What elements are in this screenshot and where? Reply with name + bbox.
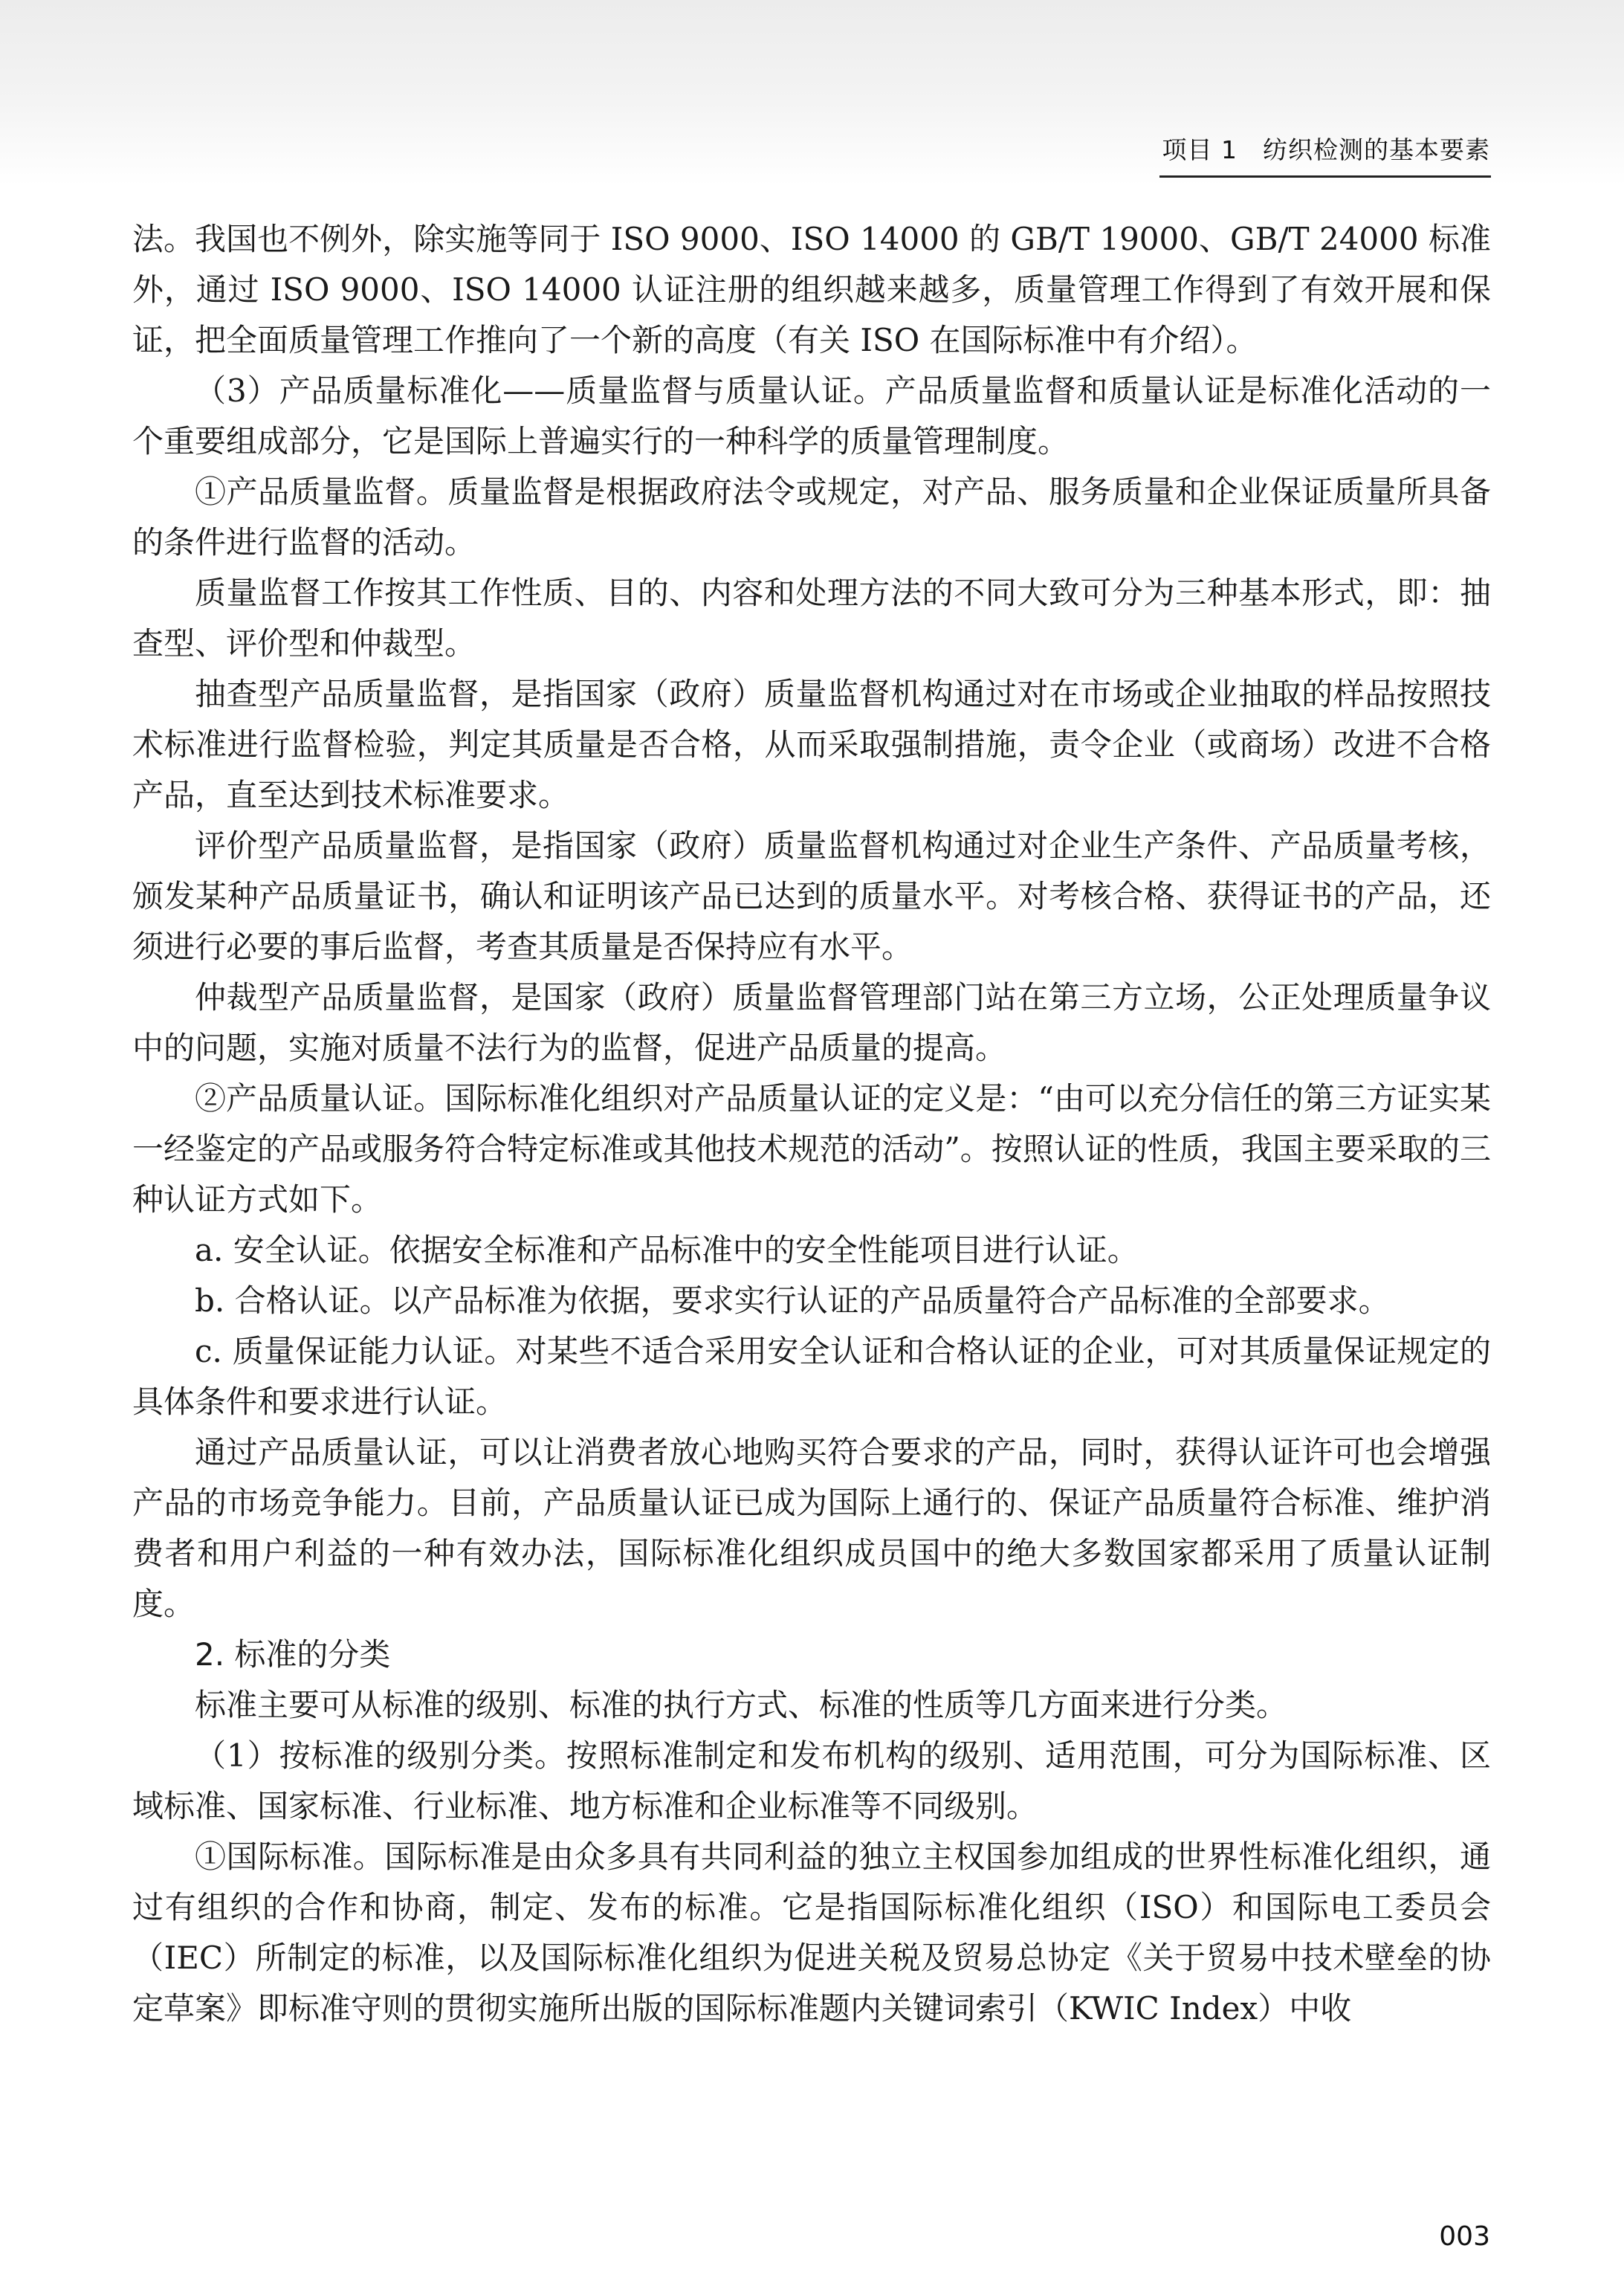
header-rule <box>1159 175 1491 178</box>
paragraph: （3）产品质量标准化——质量监督与质量认证。产品质量监督和质量认证是标准化活动的一个重要组成部分，它是国际上普遍实行的一种科学的质量管理制度。 <box>132 372 1491 459</box>
paragraph: b. 合格认证。以产品标准为依据，要求实行认证的产品质量符合产品标准的全部要求。 <box>195 1282 1390 1319</box>
section-heading: 2. 标准的分类 <box>195 1636 391 1673</box>
paragraph: ①产品质量监督。质量监督是根据政府法令或规定，对产品、服务质量和企业保证质量所具备的条件进行监督的活动。 <box>132 474 1491 561</box>
paragraph: 评价型产品质量监督，是指国家（政府）质量监督机构通过对企业生产条件、产品质量考核，颁发某种产品质量证书，确认和证明该产品已达到的质量水平。对考核合格、获得证书的产品，还须进行必要的事后监督，考查其质量是否保持应有水平。 <box>132 827 1491 965</box>
paragraph: a. 安全认证。依据安全标准和产品标准中的安全性能项目进行认证。 <box>195 1232 1139 1268</box>
page-number: 003 <box>1439 2221 1490 2252</box>
paragraph: 通过产品质量认证，可以让消费者放心地购买符合要求的产品，同时，获得认证许可也会增强产品的市场竞争能力。目前，产品质量认证已成为国际上通行的、保证产品质量符合标准、维护消费者和用户利益的一种有效办法，国际标准化组织成员国中的绝大多数国家都采用了质量认证制度。 <box>132 1434 1491 1622</box>
paragraph: 质量监督工作按其工作性质、目的、内容和处理方法的不同大致可分为三种基本形式，即：抽查型、评价型和仲裁型。 <box>132 575 1491 662</box>
paragraph: ②产品质量认证。国际标准化组织对产品质量认证的定义是：“由可以充分信任的第三方证实某一经鉴定的产品或服务符合特定标准或其他技术规范的活动”。按照认证的性质，我国主要采取的三种认证方式如下。 <box>132 1080 1491 1218</box>
paragraph: 法。我国也不例外，除实施等同于 ISO 9000、ISO 14000 的 GB/T 19000、GB/T 24000 标准外，通过 ISO 9000、ISO 14000 认证注册的组织越来越多，质量管理工作得到了有效开展和保证，把全面质量管理工作推向了一个新的高度（有关 ISO 在国际标准中有介绍）。 <box>132 221 1491 358</box>
paragraph: c. 质量保证能力认证。对某些不适合采用安全认证和合格认证的企业，可对其质量保证规定的具体条件和要求进行认证。 <box>132 1333 1491 1420</box>
paragraph: 标准主要可从标准的级别、标准的执行方式、标准的性质等几方面来进行分类。 <box>195 1687 1288 1723</box>
page-body <box>132 214 1491 2034</box>
paragraph: 仲裁型产品质量监督，是国家（政府）质量监督管理部门站在第三方立场，公正处理质量争议中的问题，实施对质量不法行为的监督，促进产品质量的提高。 <box>132 979 1491 1066</box>
paragraph: ①国际标准。国际标准是由众多具有共同利益的独立主权国参加组成的世界性标准化组织，通过有组织的合作和协商，制定、发布的标准。它是指国际标准化组织（ISO）和国际电工委员会（IEC）所制定的标准，以及国际标准化组织为促进关税及贸易总协定《关于贸易中技术壁垒的协定草案》即标准守则的贯彻实施所出版的国际标准题内关键词索引（KWIC Index）中收 <box>132 1838 1491 2027</box>
paragraph: （1）按标准的级别分类。按照标准制定和发布机构的级别、适用范围，可分为国际标准、区域标准、国家标准、行业标准、地方标准和企业标准等不同级别。 <box>132 1737 1491 1824</box>
running-header: 项目 1 纺织检测的基本要素 <box>1162 135 1490 164</box>
paragraph: 抽查型产品质量监督，是指国家（政府）质量监督机构通过对在市场或企业抽取的样品按照技术标准进行监督检验，判定其质量是否合格，从而采取强制措施，责令企业（或商场）改进不合格产品，直至达到技术标准要求。 <box>132 676 1491 813</box>
